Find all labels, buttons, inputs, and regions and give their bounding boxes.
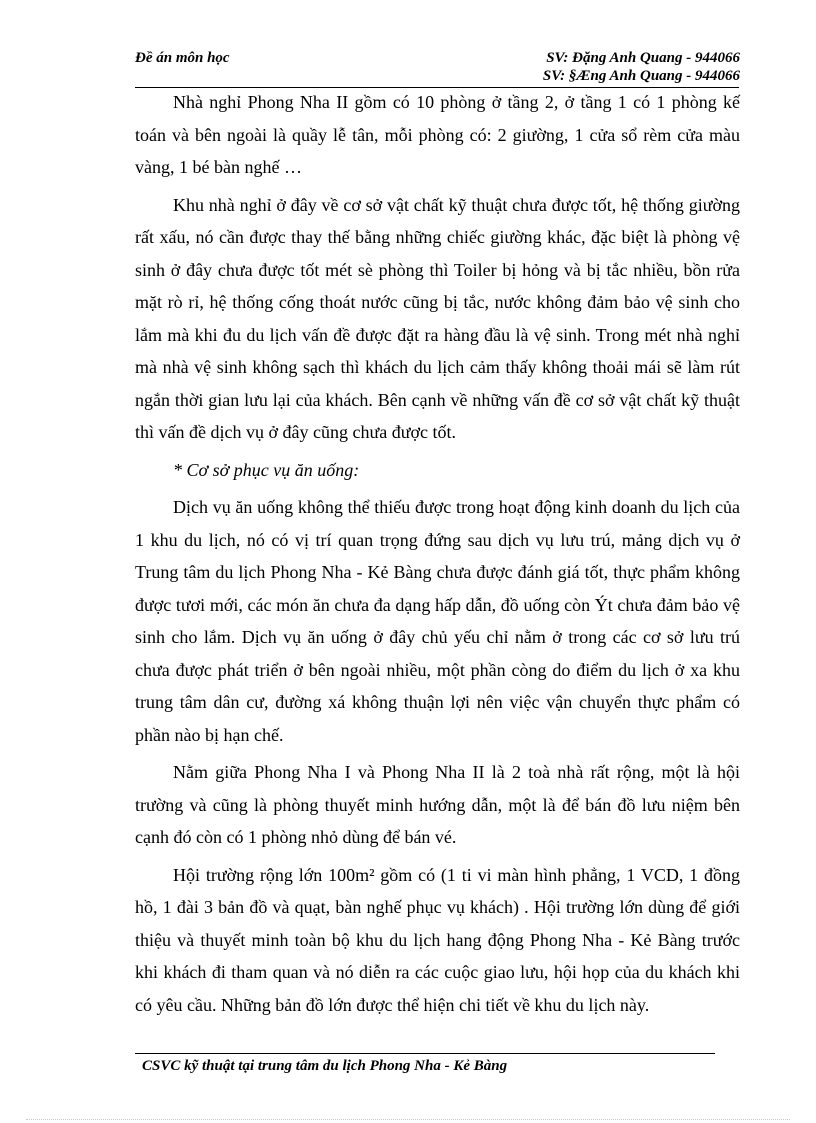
paragraph-buildings: Nằm giữa Phong Nha I và Phong Nha II là 2 toà nhà rất rộng, một là hội trường và cũng là phòng thuyết minh hướng dẫn, một là để bán đồ lưu niệm bên cạnh đó còn có 1 phòng nhỏ dùng để bán vé.	[135, 762, 740, 847]
paragraph-facilities: Khu nhà nghỉ ở đây về cơ sở vật chất kỹ thuật chưa được tốt, hệ thống giường rất xấu, nó cần được thay thế bằng những chiếc giường khác, đặc biệt là phòng vệ sinh ở đây chưa được tốt mét sè phòng thì Toiler bị hỏng và bị tắc nhiều, bồn rửa mặt rò rỉ, hệ thống cống thoát nước cũng bị tắc, nước không đảm bảo vệ sinh cho lắm mà khi đu du lịch vấn đề được đặt ra hàng đầu là vệ sinh. Trong mét nhà nghỉ mà nhà vệ sinh không sạch thì khách du lịch cảm thấy không thoải mái sẽ làm rút ngắn thời gian lưu lại của khách. Bên cạnh về những vấn đề cơ sở vật chất kỹ thuật thì vấn đề dịch vụ ở đây cũng chưa được tốt.	[135, 194, 740, 442]
section-subheading: * Cơ sở phục vụ ăn uống:	[173, 459, 360, 480]
paragraph-phong-nha-ii: Nhà nghỉ Phong Nha II gồm có 10 phòng ở tầng 2, ở tầng 1 có 1 phòng kế toán và bên ngoài là quầy lễ tân, mỗi phòng có: 2 giường, 1 cửa sổ rèm cửa màu vàng, 1 bé bàn nghế …	[135, 92, 740, 177]
footer-divider	[135, 1053, 715, 1054]
header-student-line-1: SV: Đặng Anh Quang - 944066	[546, 50, 740, 66]
document-body	[135, 86, 740, 1026]
paragraph-hall: Hội trường rộng lớn 100m² gồm có (1 ti vi màn hình phẳng, 1 VCD, 1 đồng hồ, 1 đài 3 bản đồ và quạt, bàn nghế phục vụ khách) . Hội trường lớn dùng để giới thiệu và thuyết minh toàn bộ khu du lịch hang động Phong Nha - Kẻ Bàng trước khi khách đi tham quan và nó diễn ra các cuộc giao lưu, hội họp của du khách khi có yêu cầu. Những bản đồ lớn được thể hiện chi tiết về khu du lịch này.	[135, 864, 740, 1015]
page-bottom-edge	[26, 1119, 790, 1120]
header-student	[543, 49, 740, 85]
header-course-title: Đề án môn học	[135, 50, 230, 66]
footer-title: CSVC kỹ thuật tại trung tâm du lịch Phong Nha - Kẻ Bàng	[142, 1058, 508, 1074]
paragraph-food-service: Dịch vụ ăn uống không thể thiếu được trong hoạt động kinh doanh du lịch của 1 khu du lịch, nó có vị trí quan trọng đứng sau dịch vụ lưu trú, mảng dịch vụ ở Trung tâm du lịch Phong Nha - Kẻ Bàng chưa được đánh giá tốt, thực phẩm không được tươi mới, các món ăn chưa đa dạng hấp dẫn, đồ uống còn Ýt chưa đảm bảo vệ sinh cho lắm. Dịch vụ ăn uống ở đây chủ yếu chỉ nằm ở trong các cơ sở lưu trú chưa được phát triển ở bên ngoài nhiều, một phần còng do điểm du lịch ở xa khu trung tâm dân cư, đường xá không thuận lợi nên việc vận chuyển thực phẩm có phần nào bị hạn chế.	[135, 497, 740, 745]
header-student-line-2: SV: §Æng Anh Quang - 944066	[542, 68, 740, 84]
